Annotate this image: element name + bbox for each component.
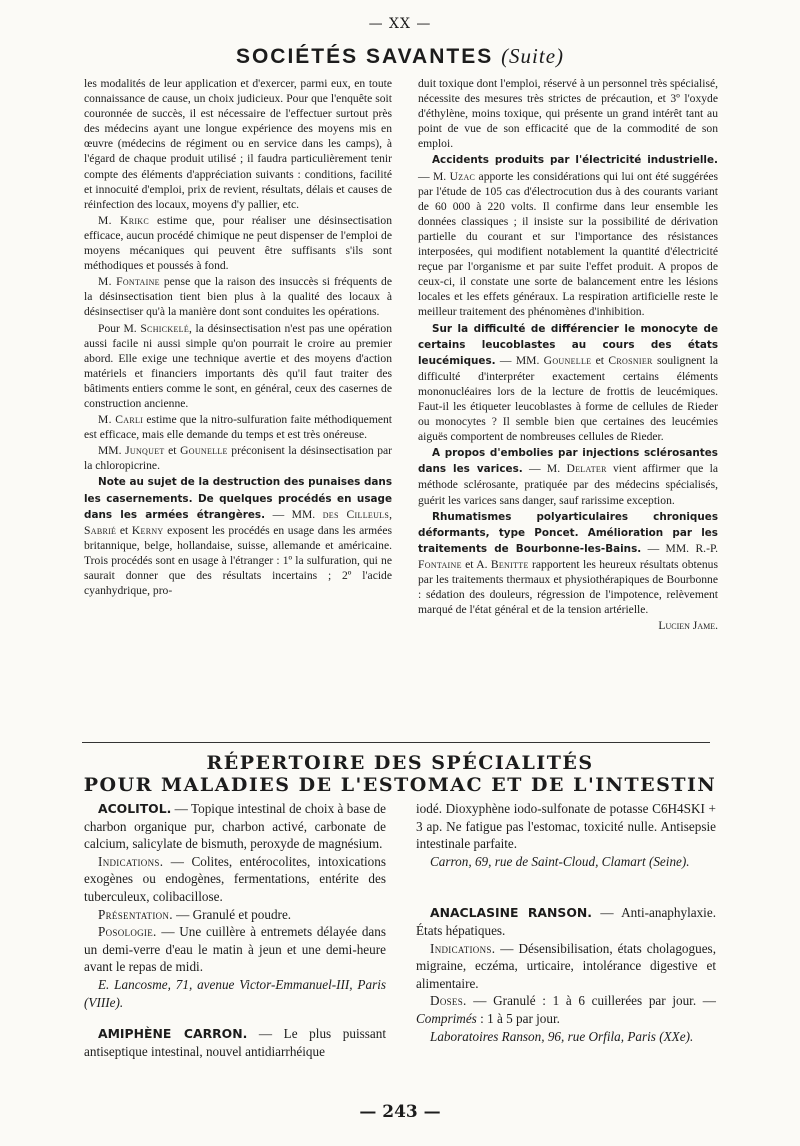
author-name: M. Fontaine <box>98 275 160 289</box>
anaclasine-laboratory: Laboratoires Ranson, 96, rue Orfila, Paris (XXe). <box>430 1028 694 1044</box>
author-name: Crosnier <box>608 353 653 367</box>
left-column <box>84 76 392 599</box>
anaclasine-entry: ANACLASINE RANSON. — Anti-anaphylaxie. États hépatiques. <box>416 905 717 938</box>
section-divider <box>82 742 710 743</box>
amiphene-laboratory: Carron, 69, rue de Saint-Cloud, Clamart (Seine). <box>430 853 690 869</box>
right-paragraph: Rhumatismes polyarticulaires chroniques déformants, type Poncet. Amélioration par les traitements de Bourbonne-les-Bains. — MM. R.-P. Fontaine et A. Benitte rapportent les heureux résultats obtenus par les traitements thermaux et physiothérapiques de Bourbonne : sédation des douleurs, régression de l'impotence, relèvement marqué de l'état général et de la tension artérielle. <box>418 510 719 617</box>
repertoire-right-column <box>416 800 716 1045</box>
author-name: Junquet <box>125 444 165 458</box>
page-roman-header: — XX — <box>368 16 432 32</box>
product-name: ACOLITOL. <box>98 801 172 816</box>
acolitol-entry: ACOLITOL. — Topique intestinal de choix à base de charbon organique pur, charbon activé, carbonate de calcium, salicylate de bismuth, peroxyde de magnésium. <box>84 801 386 852</box>
topic-heading: Rhumatismes polyarticulaires chroniques déformants, type Poncet. Amélioration par les traitements de Bourbonne-les-Bains. <box>418 510 718 555</box>
acolitol-posology: Posologie. — Une cuillère à entremets délayée dans un demi-verre d'eau le matin à jeun et une demi-heure avant le repas de midi. <box>84 924 386 975</box>
author-signature: Lucien Jame. <box>658 619 718 633</box>
left-paragraph: M. Krikc estime que, pour réaliser une désinsectisation efficace, aucun procédé chimique ne peut dispenser de l'emploi de moyens mécaniques qui peuvent être suffisants s'ils sont méthodiques et poussés à fond. <box>84 213 393 273</box>
acolitol-laboratory: E. Lancosme, 71, avenue Victor-Emmanuel-III, Paris (VIIIe). <box>84 976 386 1010</box>
right-paragraph: Sur la difficulté de différencier le monocyte de certains leucoblastes au cours des états leucémiques. — MM. Gounelle et Crosnier soulignent la difficulté d'interpréter exactement certains éléments mononucléaires lors de la lecture de frottis de leucémiques. Faut-il les étiqueter leucoblastes à forme de cellules de Rieder ou monocytes ? Il semble bien que certaines des leucémies aiguës comportent de nombreuses cellules de Rieder. <box>418 322 718 444</box>
author-name: des Cilleuls <box>322 507 390 521</box>
left-paragraph: Note au sujet de la destruction des punaises dans les casernements. De quelques procédés en usage dans les armées étrangères. — MM. des Cilleuls, Sabrié et Kerny exposent les procédés en usage dans les armées britannique, belge, hollandaise, suisse, allemande et américaine. Trois procédés sont en usage à l'étranger : 1º la sulfuration, qui ne saurait donner que des résultats incertains ; 2º l'acide cyanhydrique, pro- <box>84 476 392 598</box>
left-paragraph: les modalités de leur application et d'exercer, parmi eux, en toute connaissance de cause, un choix judicieux. Pour que l'enquête soit couronnée de succès, il est nécessaire de l'effectuer surtout près des médecins ayant une longue expérience des moyens mis en œuvre (médecins de régiment ou en service dans les camps), à l'égard de chaque produit utilisé ; il faudra particulièrement tenir compte des éléments d'appréciation suivants : conditions, facilité et innocuité d'emploi, prix de revient, résultats, délais et causes de réinfection des locaux, moyens d'y pallier, etc. <box>84 77 392 211</box>
repertoire-left-column <box>84 800 386 1060</box>
author-name: Gounelle <box>180 444 228 458</box>
right-column <box>418 76 718 633</box>
topic-heading: Sur la difficulté de différencier le monocyte de certains leucoblastes au cours des états leucémiques. <box>418 322 718 367</box>
right-paragraph: A propos d'embolies par injections sclérosantes dans les varices. — M. Delater vient affirmer que la méthode sclérosante, pratiquée par des médecins spécialisés, guérit les varices sans danger, sauf rarissime exception. <box>418 447 719 507</box>
section-title-text: SOCIÉTÉS SAVANTES <box>235 45 494 68</box>
author-name: Benitte <box>490 557 529 571</box>
right-paragraph: Accidents produits par l'électricité industrielle. — M. Uzac apporte les considérations qui lui ont été suggérées par l'étude de 105 cas d'électrocution dus à des courants variant de 60 000 à 220 volts. Il confirme dans leur ensemble les données classiques ; il insiste sur la possibilité de dérivation partielle du courant et sur l'importance des résistances interposées, qui modifient notablement la quantité d'électricité reçue par l'organisme et par suite l'effet produit. A propos de ceux-ci, il constate une sorte de balancement entre les lésions locales et les effets généraux. La respiration artificielle reste le meilleur traitement des phénomènes d'inhibition. <box>418 154 718 319</box>
product-name: ANACLASINE RANSON. <box>430 905 592 921</box>
amiphene-continuation: iodé. Dioxyphène iodo-sulfonate de potasse C6H4SKI + 3 ap. Ne fatigue pas l'estomac, toxicité nulle. Antisepsie intestinale parfaite. <box>416 801 716 852</box>
acolitol-presentation: Présentation. — Granulé et poudre. <box>98 906 292 922</box>
page-number: — 243 — <box>359 1102 441 1122</box>
product-name: AMIPHÈNE CARRON. <box>98 1026 248 1042</box>
repertoire-title-line1: RÉPERTOIRE DES SPÉCIALITÉS <box>206 752 594 774</box>
anaclasine-doses: Doses. — Granulé : 1 à 6 cuillerées par jour. — Comprimés : 1 à 5 par jour. <box>416 993 716 1026</box>
section-title <box>0 44 800 69</box>
right-paragraph: duit toxique dont l'emploi, réservé à un personnel très spécialisé, nécessite des mesures très strictes de précaution, et 3º l'oxyde d'éthylène, moins toxique, qui présente un grand intérêt tant au point de vue de son efficacité que de la commodité de son emploi. <box>418 77 718 151</box>
author-name: Uzac <box>449 169 476 183</box>
amiphene-entry: AMIPHÈNE CARRON. — Le plus puissant antiseptique intestinal, nouvel antidiarrhéique <box>84 1026 386 1059</box>
topic-heading: A propos d'embolies par injections sclérosantes dans les varices. <box>418 447 718 476</box>
author-name: Fontaine <box>418 557 462 571</box>
anaclasine-indications: Indications. — Désensibilisation, états cholagogues, migraine, eczéma, urticaire, intolérance digestive et alimentaire. <box>416 940 716 991</box>
author-name: M. Carli <box>98 413 144 427</box>
author-name: Schickelé <box>140 321 190 335</box>
repertoire-title-line2: POUR MALADIES DE L'ESTOMAC ET DE L'INTESTIN <box>83 774 717 796</box>
author-name: Kerny <box>131 523 164 537</box>
left-paragraph: M. Fontaine pense que la raison des insuccès si fréquents de la désinsectisation tient bien plus à la qualité des locaux à désinsectiser qu'à la manière dont sont conduites les opérations. <box>84 275 392 319</box>
section-title-suite: (Suite) <box>501 44 565 68</box>
acolitol-indications: Indications. — Colites, entérocolites, intoxications exogènes ou endogènes, fermentations, entérite des tuberculeux, colibacillose. <box>84 853 386 904</box>
left-paragraph: Pour M. Schickelé, la désinsectisation n'est pas une opération aussi facile ni aussi simple qu'on pourrait le croire au premier abord. Elle exige une technique avertie et des moyens d'action matériels et financiers importants dès qu'il faut traiter des bâtiments entiers comme le sont, en général, ceux des casernes de construction ancienne. <box>84 321 392 410</box>
author-name: M. Krikc <box>98 213 150 227</box>
topic-heading: Accidents produits par l'électricité industrielle. <box>432 154 718 167</box>
topic-heading: Note au sujet de la destruction des punaises dans les casernements. De quelques procédés en usage dans les armées étrangères. <box>84 476 392 521</box>
author-name: Delater <box>566 462 607 476</box>
author-name: Sabrié <box>84 523 117 537</box>
repertoire-title <box>0 752 800 796</box>
left-paragraph: M. Carli estime que la nitro-sulfuration faite méthodiquement est efficace, mais elle demande du temps et est très onéreuse. <box>84 413 393 442</box>
left-paragraph: MM. Junquet et Gounelle préconisent la désinsectisation par la chloropicrine. <box>84 444 392 473</box>
author-name: Gounelle <box>543 353 592 367</box>
